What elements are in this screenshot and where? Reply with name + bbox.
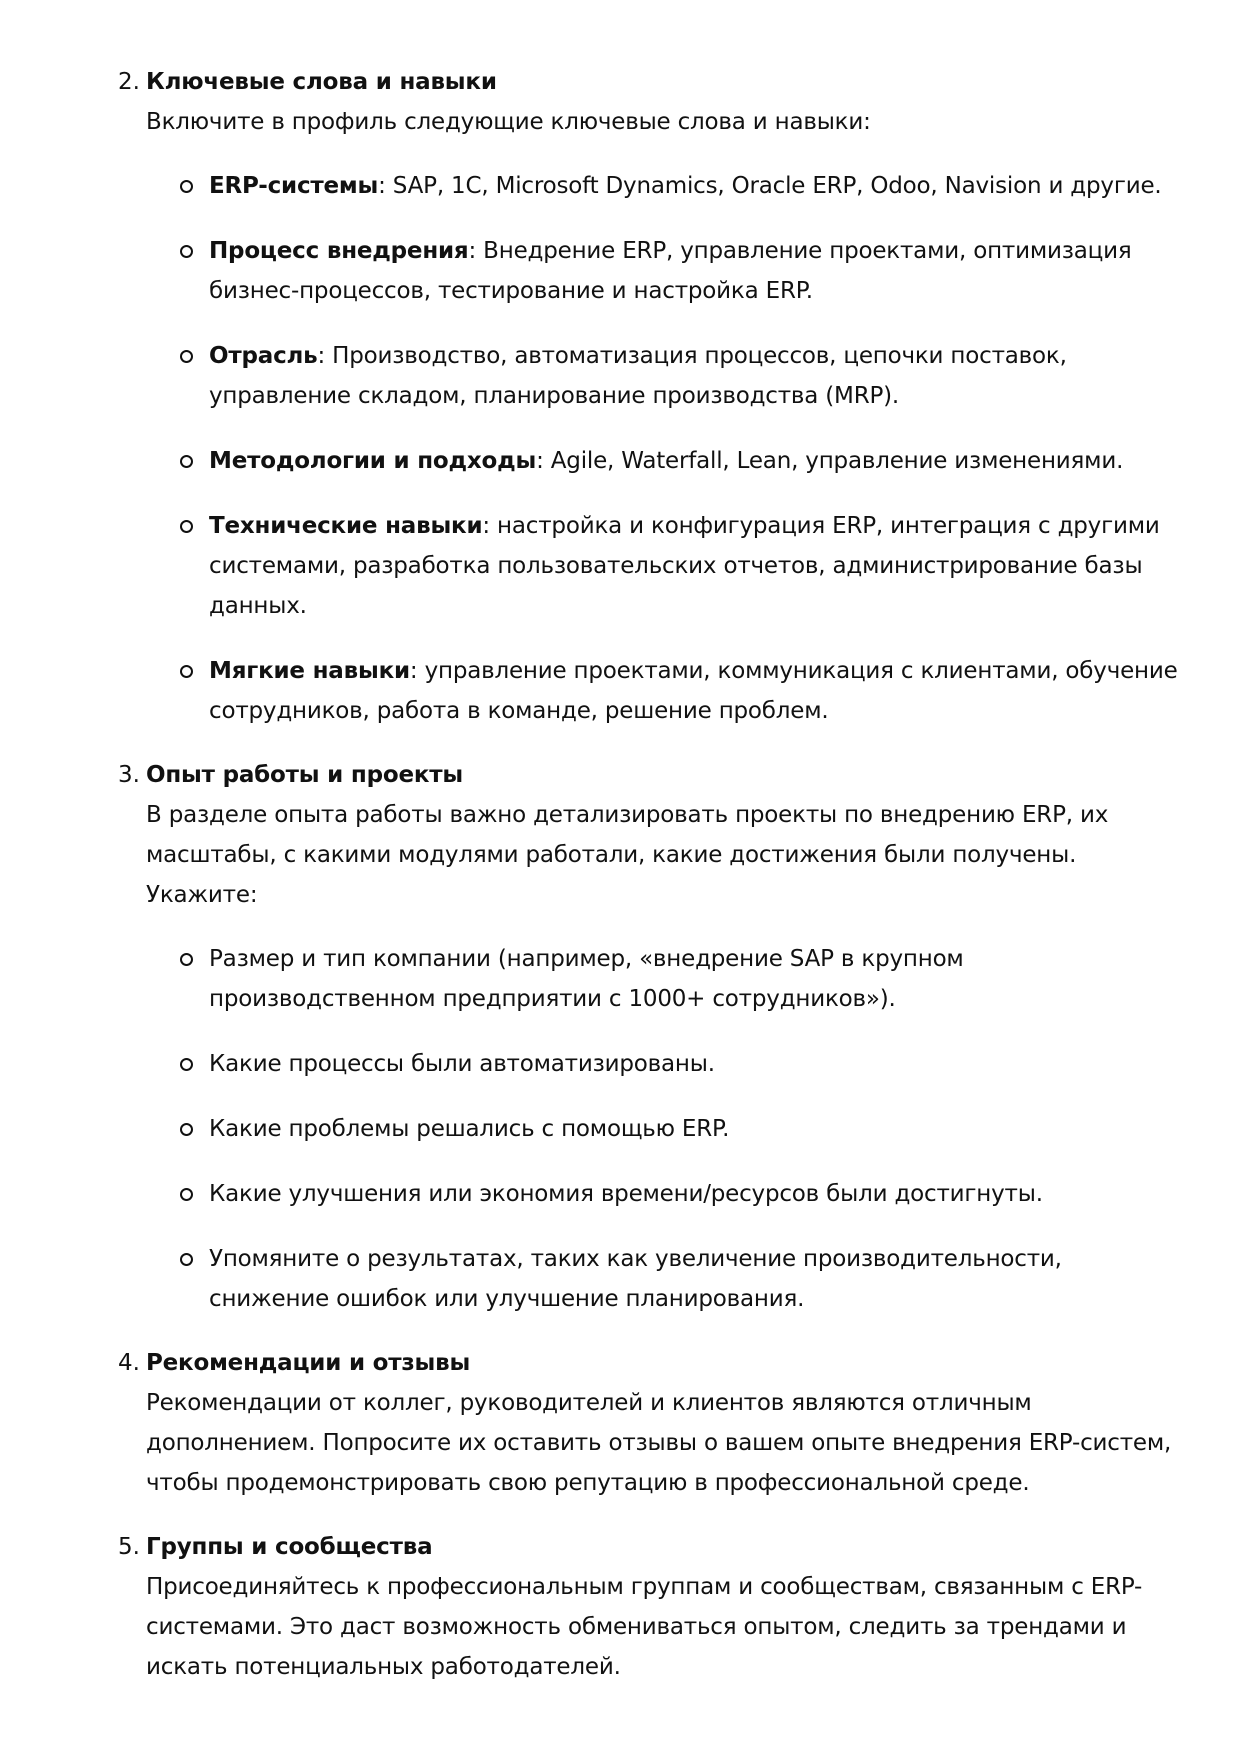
circle-bullet-icon	[180, 455, 193, 468]
circle-bullet-icon	[180, 1058, 193, 1071]
bullet-item	[209, 506, 1179, 626]
bullet-term: Технические навыки	[209, 513, 483, 539]
bullet-term: Мягкие навыки	[209, 658, 410, 684]
bullet-text: : Производство, автоматизация процессов, цепочки поставок, управление складом, планирование производства (MRP).	[209, 343, 1067, 409]
circle-bullet-icon	[180, 1253, 193, 1266]
bullet-text: Какие проблемы решались с помощью ERP.	[209, 1116, 730, 1142]
bullet-item	[209, 651, 1179, 731]
circle-bullet-icon	[180, 1188, 193, 1201]
bullet-term: Отрасль	[209, 343, 318, 369]
bullet-item	[209, 231, 1179, 311]
bullet-item	[209, 1044, 1179, 1084]
bullet-list	[146, 939, 1179, 1319]
bullet-item	[209, 1174, 1179, 1214]
bullet-term: Процесс внедрения	[209, 238, 469, 264]
bullet-text: Размер и тип компании (например, «внедрение SAP в крупном производственном предприятии с 1000+ сотрудников»).	[209, 946, 964, 1012]
numbered-list	[118, 62, 1179, 1687]
section-number: 2.	[118, 69, 140, 95]
bullet-item	[209, 441, 1179, 481]
bullet-text: Какие улучшения или экономия времени/ресурсов были достигнуты.	[209, 1181, 1043, 1207]
bullet-term: Методологии и подходы	[209, 448, 537, 474]
circle-bullet-icon	[180, 350, 193, 363]
circle-bullet-icon	[180, 180, 193, 193]
section-title: Опыт работы и проекты	[146, 762, 463, 788]
circle-bullet-icon	[180, 245, 193, 258]
bullet-item	[209, 336, 1179, 416]
bullet-text: Какие процессы были автоматизированы.	[209, 1051, 715, 1077]
circle-bullet-icon	[180, 665, 193, 678]
bullet-text: : Agile, Waterfall, Lean, управление изменениями.	[536, 448, 1124, 474]
bullet-text: : Внедрение ERP, управление проектами, оптимизация бизнес-процессов, тестирование и настройка ERP.	[209, 238, 1132, 304]
section-title: Рекомендации и отзывы	[146, 1350, 471, 1376]
circle-bullet-icon	[180, 1123, 193, 1136]
section-text: В разделе опыта работы важно детализировать проекты по внедрению ERP, их масштабы, с какими модулями работали, какие достижения были получены. Укажите:	[146, 802, 1109, 908]
list-item-groups	[118, 1527, 1179, 1687]
section-title: Группы и сообщества	[146, 1534, 433, 1560]
bullet-text: Упомяните о результатах, таких как увеличение производительности, снижение ошибок или улучшение планирования.	[209, 1246, 1062, 1312]
bullet-item	[209, 1109, 1179, 1149]
circle-bullet-icon	[180, 520, 193, 533]
section-text: Включите в профиль следующие ключевые слова и навыки:	[146, 109, 871, 135]
section-number: 3.	[118, 762, 140, 788]
list-item-experience	[118, 755, 1179, 1319]
bullet-term: ERP-системы	[209, 173, 379, 199]
section-number: 4.	[118, 1350, 140, 1376]
list-item-recommendations	[118, 1343, 1179, 1503]
bullet-item	[209, 939, 1179, 1019]
section-text: Присоединяйтесь к профессиональным группам и сообществам, связанным с ERP-системами. Это даст возможность обмениваться опытом, следить за трендами и искать потенциальных работодателей.	[146, 1574, 1143, 1680]
list-item-keywords	[118, 62, 1179, 731]
bullet-item	[209, 166, 1179, 206]
bullet-text: : SAP, 1C, Microsoft Dynamics, Oracle ERP, Odoo, Navision и другие.	[378, 173, 1162, 199]
section-text: Рекомендации от коллег, руководителей и клиентов являются отличным дополнением. Попросите их оставить отзывы о вашем опыте внедрения ERP-систем, чтобы продемонстрировать свою репутацию в профессиональной среде.	[146, 1390, 1172, 1496]
section-number: 5.	[118, 1534, 140, 1560]
bullet-text: : настройка и конфигурация ERP, интеграция с другими системами, разработка пользовательских отчетов, администрирование базы данных.	[209, 513, 1160, 619]
section-title: Ключевые слова и навыки	[146, 69, 497, 95]
bullet-text: : управление проектами, коммуникация с клиентами, обучение сотрудников, работа в команде, решение проблем.	[209, 658, 1178, 724]
bullet-item	[209, 1239, 1179, 1319]
bullet-list	[146, 166, 1179, 731]
circle-bullet-icon	[180, 953, 193, 966]
